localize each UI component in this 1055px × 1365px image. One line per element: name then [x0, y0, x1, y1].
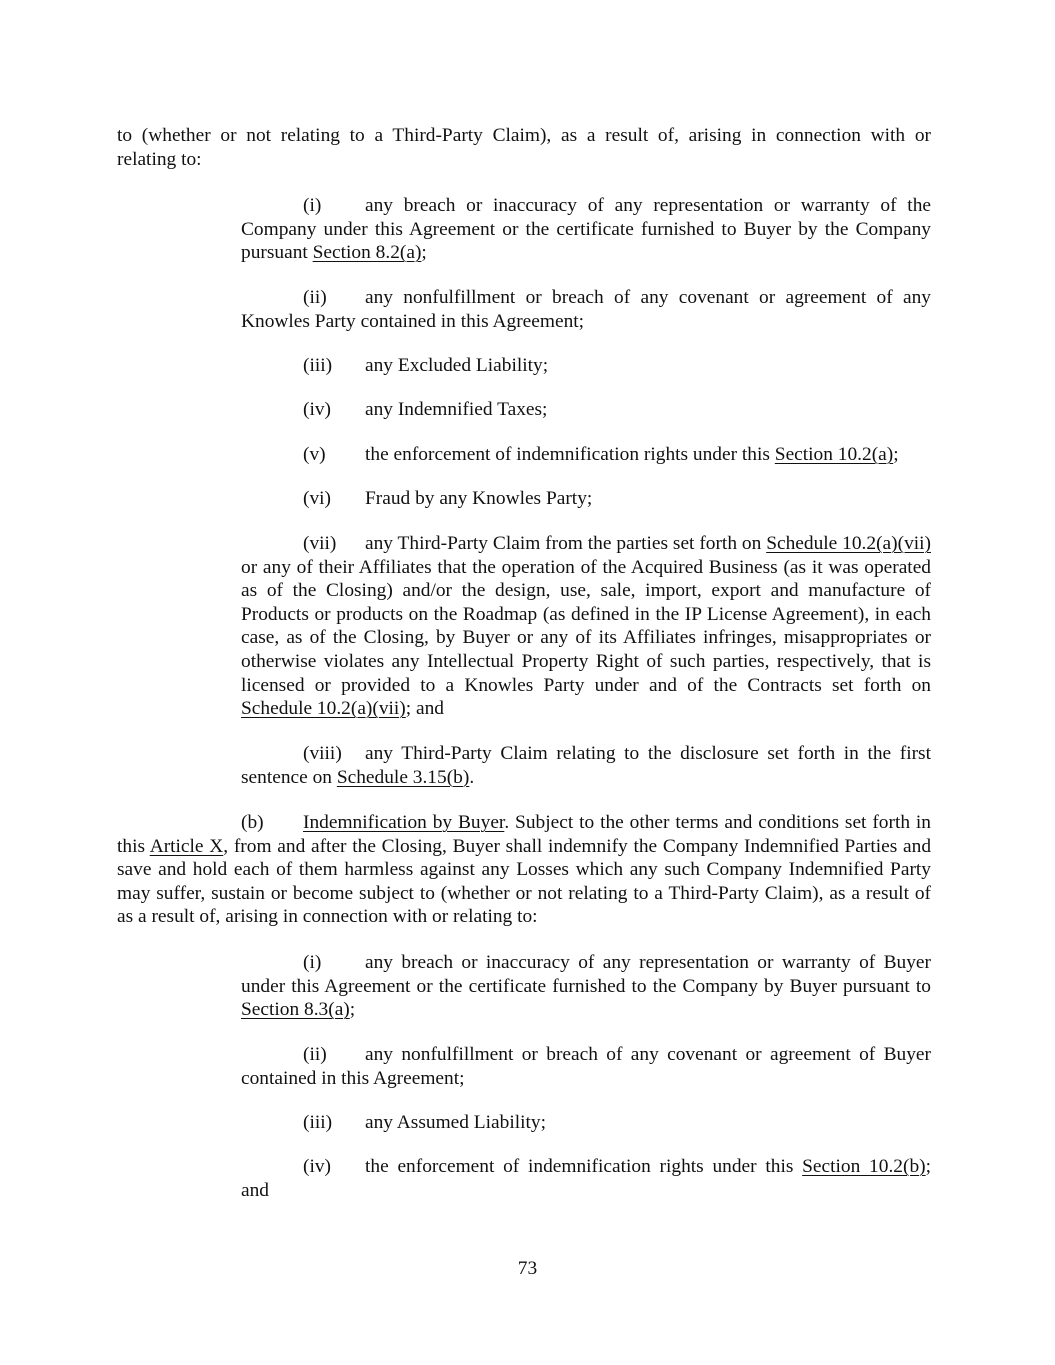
cross-reference: Section 8.2(a) [312, 242, 422, 264]
clause-label: (ii) [303, 287, 327, 308]
clause-label: (iv) [303, 1156, 331, 1177]
clause-label: (iv) [303, 399, 331, 420]
clause-a-viii: (viii) any Third-Party Claim relating to the disclosure set forth in the first sentence on Schedule 3.15(b). [241, 743, 931, 788]
page-number: 73 [517, 1258, 538, 1279]
cross-reference: Article X [149, 835, 224, 857]
clause-b-iii: (iii) any Assumed Liability; [303, 1112, 546, 1133]
clause-a-vii: (vii) any Third-Party Claim from the parties set forth on Schedule 10.2(a)(vii) or any of their Affiliates that the operation of the Acquired Business (as it was operated as of the Closing) and/or the design, use, sale, import, export and manufacture of Products or products on the Roadmap (as defined in the IP License Agreement), in each case, as of the Closing, by Buyer or any of its Affiliates infringes, misappropriates or otherwise violates any Intellectual Property Right of such parties, respectively, that is licensed or provided to a Knowles Party under and of the Contracts set forth on Schedule 10.2(a)(vii); and [241, 533, 931, 720]
clause-label: (viii) [303, 743, 342, 764]
clause-label: (i) [303, 952, 322, 973]
clause-label: (vii) [303, 533, 337, 554]
cross-reference: Section 8.3(a) [241, 999, 350, 1021]
intro-line-2: relating to: [117, 149, 202, 170]
intro-line-1: to (whether or not relating to a Third-Party Claim), as a result of, arising in connection with or [117, 125, 931, 146]
clause-b-i: (i) any breach or inaccuracy of any representation or warranty of Buyer under this Agreement or the certificate furnished to the Company by Buyer pursuant to Section 8.3(a); [241, 952, 931, 1021]
section-b-paragraph: (b) Indemnification by Buyer. Subject to the other terms and conditions set forth in this Article X, from and after the Closing, Buyer shall indemnify the Company Indemnified Parties and save and hold each of them harmless against any Losses which any such Company Indemnified Party may suffer, sustain or become subject to (whether or not relating to a Third-Party Claim), as a result of as a result of, arising in connection with or relating to: [117, 812, 932, 928]
cross-reference: Section 10.2(a) [774, 444, 894, 465]
clause-label: (i) [303, 195, 322, 216]
clause-a-ii: (ii) any nonfulfillment or breach of any covenant or agreement of any Knowles Party contained in this Agreement; [241, 287, 931, 332]
clause-a-v: (v) the enforcement of indemnification rights under this Section 10.2(a); [303, 444, 899, 465]
clause-a-vi: (vi) Fraud by any Knowles Party; [303, 488, 593, 509]
cross-reference: Schedule 10.2(a)(vii) [766, 533, 931, 554]
clause-b-iv-trailing: and [241, 1180, 269, 1201]
clause-label: (b) [241, 812, 264, 833]
cross-reference: Schedule 10.2(a)(vii) [241, 698, 406, 720]
clause-label: (ii) [303, 1044, 327, 1065]
clause-b-ii: (ii) any nonfulfillment or breach of any covenant or agreement of Buyer contained in this Agreement; [241, 1044, 931, 1089]
section-heading: Indemnification by Buyer [303, 812, 505, 833]
clause-label: (vi) [303, 488, 331, 509]
cross-reference: Schedule 3.15(b) [336, 766, 470, 788]
clause-a-i: (i) any breach or inaccuracy of any representation or warranty of the Company under this Agreement or the certificate furnished to Buyer by the Company pursuant Section 8.2(a); [241, 195, 931, 264]
clause-label: (iii) [303, 1112, 333, 1133]
clause-b-iv: (iv) the enforcement of indemnification rights under this Section 10.2(b); [303, 1156, 931, 1177]
clause-a-iii: (iii) any Excluded Liability; [303, 355, 549, 376]
clause-a-iv: (iv) any Indemnified Taxes; [303, 399, 548, 420]
clause-label: (v) [303, 444, 326, 465]
clause-label: (iii) [303, 355, 333, 376]
cross-reference: Section 10.2(b) [802, 1156, 926, 1177]
